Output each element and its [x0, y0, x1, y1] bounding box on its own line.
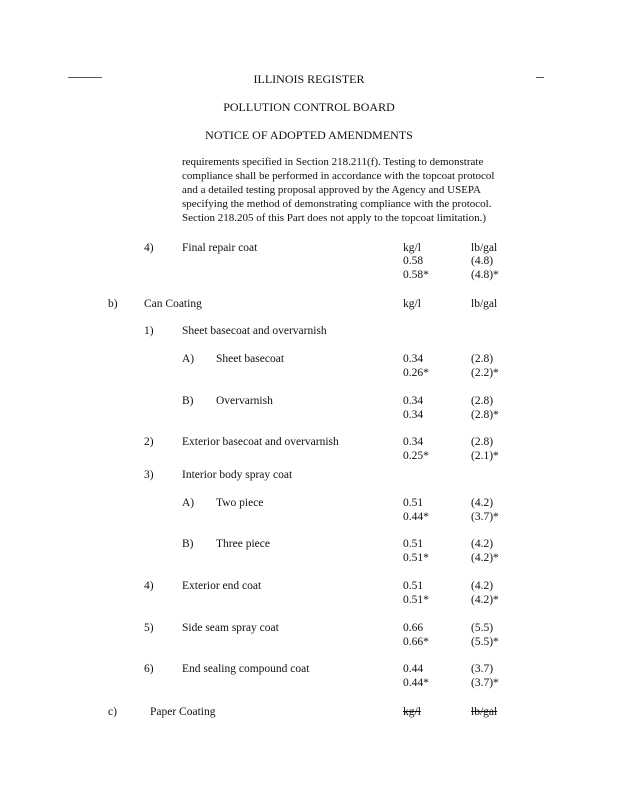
register-title: ILLINOIS REGISTER: [253, 72, 365, 86]
subitem-letter: B): [182, 395, 194, 407]
lb-value-amended: (2.8)*: [471, 409, 499, 421]
lb-value-amended: (3.7)*: [471, 677, 499, 689]
kg-value: 0.34: [403, 436, 424, 448]
lb-value-amended: (5.5)*: [471, 636, 499, 648]
item-label: Interior body spray coat: [182, 469, 293, 481]
lb-value-amended: (3.7)*: [471, 511, 499, 523]
lb-value: (2.8): [471, 395, 494, 407]
item-number: 1): [144, 325, 154, 337]
item-number: 3): [144, 469, 154, 481]
lb-value: (3.7): [471, 663, 494, 675]
kg-value: 0.66: [403, 622, 424, 634]
intro-paragraph: [182, 155, 542, 225]
lb-header: lb/gal: [471, 242, 498, 254]
intro-line: compliance shall be performed in accordance with the topcoat protocol: [182, 170, 495, 182]
item-number: 2): [144, 436, 154, 448]
lb-header: lb/gal: [471, 298, 498, 310]
lb-value: (2.8): [471, 353, 494, 365]
notice-title: NOTICE OF ADOPTED AMENDMENTS: [205, 128, 413, 142]
lb-value: (2.8): [471, 436, 494, 448]
intro-line: specifying the method of demonstrating compliance with the protocol.: [182, 198, 492, 210]
section-label: Can Coating: [144, 298, 202, 310]
section-label: Paper Coating: [150, 706, 216, 718]
subitem-label: Three piece: [216, 538, 270, 550]
item-label: End sealing compound coat: [182, 663, 310, 675]
intro-line: Section 218.205 of this Part does not apply to the topcoat limitation.): [182, 212, 486, 224]
kg-value: 0.34: [403, 353, 424, 365]
item-number: 5): [144, 622, 154, 634]
section-number: b): [108, 298, 118, 310]
intro-line: requirements specified in Section 218.211(f). Testing to demonstrate: [182, 156, 484, 168]
item-number: 6): [144, 663, 154, 675]
subitem-letter: B): [182, 538, 194, 550]
kg-value-amended: 0.66*: [403, 636, 429, 648]
lb-value-amended: (2.1)*: [471, 450, 499, 462]
item-label: Side seam spray coat: [182, 622, 279, 634]
subitem-letter: A): [182, 353, 195, 365]
kg-value: 0.34: [403, 395, 424, 407]
lb-value: (4.2): [471, 497, 494, 509]
lb-header-struck: lb/gal: [471, 706, 498, 718]
lb-value: (4.8): [471, 255, 494, 267]
kg-value-amended: 0.44*: [403, 511, 429, 523]
kg-value-amended: 0.44*: [403, 677, 429, 689]
section-number: c): [108, 706, 117, 718]
kg-value-amended: 0.51*: [403, 594, 429, 606]
lb-value-amended: (2.2)*: [471, 367, 499, 379]
item-label: Final repair coat: [182, 242, 258, 254]
item-label: Sheet basecoat and overvarnish: [182, 325, 327, 337]
kg-value: 0.51: [403, 538, 424, 550]
lb-value: (5.5): [471, 622, 494, 634]
lb-value-amended: (4.2)*: [471, 594, 499, 606]
kg-value: 0.51: [403, 497, 424, 509]
subitem-label: Overvarnish: [216, 395, 273, 407]
lb-value-amended: (4.8)*: [471, 269, 499, 281]
lb-value-amended: (4.2)*: [471, 552, 499, 564]
item-label: Exterior basecoat and overvarnish: [182, 436, 339, 448]
item-number: 4): [144, 580, 154, 592]
kg-value-amended: 0.34: [403, 409, 424, 421]
subitem-label: Two piece: [216, 497, 264, 509]
subitem-label: Sheet basecoat: [216, 353, 285, 365]
lb-value: (4.2): [471, 580, 494, 592]
item-label: Exterior end coat: [182, 580, 262, 592]
subitem-letter: A): [182, 497, 195, 509]
kg-value-amended: 0.51*: [403, 552, 429, 564]
board-title: POLLUTION CONTROL BOARD: [223, 100, 395, 114]
kg-value: 0.51: [403, 580, 424, 592]
kg-header: kg/l: [403, 298, 421, 310]
kg-value-amended: 0.58*: [403, 269, 429, 281]
item-number: 4): [144, 242, 154, 254]
intro-line: and a detailed testing proposal approved by the Agency and USEPA: [182, 184, 481, 196]
kg-header-struck: kg/l: [403, 706, 421, 718]
lb-value: (4.2): [471, 538, 494, 550]
kg-value-amended: 0.25*: [403, 450, 429, 462]
kg-value-amended: 0.26*: [403, 367, 429, 379]
kg-value: 0.44: [403, 663, 424, 675]
kg-value: 0.58: [403, 255, 424, 267]
kg-header: kg/l: [403, 242, 421, 254]
